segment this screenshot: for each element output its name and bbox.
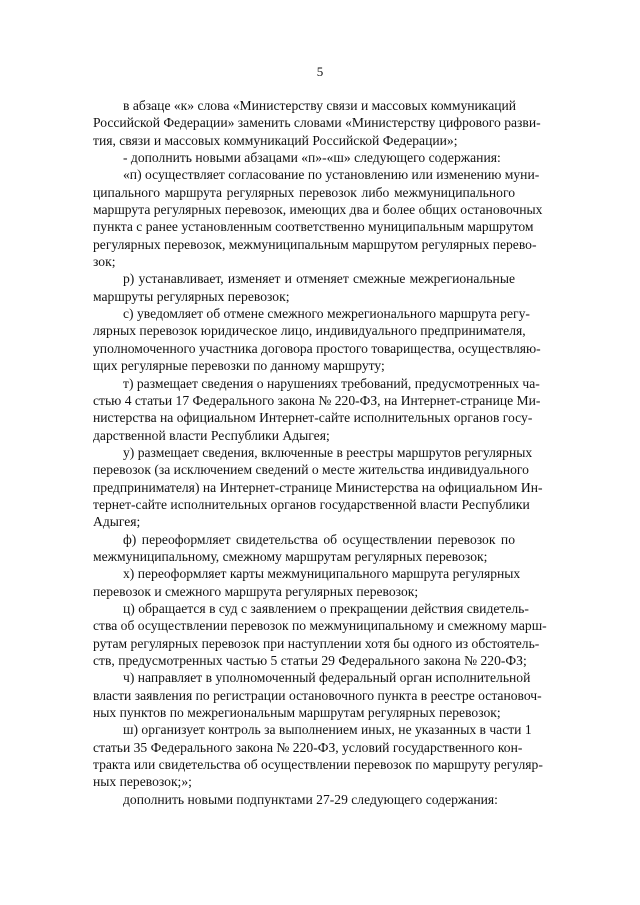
text-line-content: власти заявления по регистрации остановочного пункта в реестре остановоч- [93,687,542,703]
text-line-content: лярных перевозок юридическое лицо, индивидуального предпринимателя, [93,323,526,339]
text-line [0,739,640,756]
text-line-content: перевозок и смежного маршрута регулярных перевозок; [93,583,419,599]
text-line [0,149,640,166]
text-line-content: статьи 35 Федерального закона № 220-ФЗ, условий государственного кон- [93,739,523,755]
text-line [0,548,640,565]
text-line-content: уполномоченного участника договора простого товарищества, осуществляю- [93,340,541,356]
text-line-content: ципального маршрута регулярных перевозок либо межмуниципального [93,184,515,200]
text-line [0,253,640,270]
text-line-content: р) устанавливает, изменяет и отменяет смежные межрегиональные [123,271,515,287]
text-line-content: перевозок (за исключением сведений о месте жительства индивидуального [93,462,529,478]
text-line [0,166,640,183]
text-line-content: рутам регулярных перевозок при наступлении хотя бы одного из обстоятель- [93,635,540,651]
text-line [0,583,640,600]
text-line [0,340,640,357]
text-line-content: дополнить новыми подпунктами 27-29 следующего содержания: [123,791,498,807]
text-line-content: предпринимателя) на Интернет-странице Министерства на официальном Ин- [93,479,543,495]
text-line-content: т) размещает сведения о нарушениях требований, предусмотренных ча- [123,375,540,391]
text-line [0,305,640,322]
text-line [0,479,640,496]
text-line-content: Адыгея; [93,514,141,530]
text-line [0,600,640,617]
text-line [0,496,640,513]
text-line-content: в абзаце «к» слова «Министерству связи и массовых коммуникаций [123,98,517,113]
text-line [0,375,640,392]
text-line [0,756,640,773]
text-line-content: ц) обращается в суд с заявлением о прекращении действия свидетель- [123,600,529,616]
text-line-content: нистерства на официальном Интернет-сайте исполнительных органов госу- [93,410,533,426]
text-line-content: дарственной власти Республики Адыгея; [93,427,330,443]
text-line [0,444,640,461]
text-line-content: межмуниципальному, смежному маршрутам регулярных перевозок; [93,548,488,564]
text-line [0,704,640,721]
text-line-content: зок; [93,254,116,270]
text-line [0,288,640,305]
text-line [0,427,640,444]
text-line [0,201,640,218]
text-line [0,513,640,530]
text-line [0,218,640,235]
text-line [0,652,640,669]
text-line-content: тернет-сайте исполнительных органов государственной власти Республики [93,496,530,512]
text-line-content: ш) организует контроль за выполнением иных, не указанных в части 1 [123,722,532,738]
text-line-content: ных перевозок;»; [93,774,192,790]
text-line [0,565,640,582]
text-line [0,773,640,790]
text-line-content: тия, связи и массовых коммуникаций Российской Федерации»; [93,132,458,148]
text-line [0,687,640,704]
text-line-content: маршрута регулярных перевозок, имеющих два и более общих остановочных [93,202,543,218]
text-line [0,617,640,634]
text-line [0,392,640,409]
text-line [0,184,640,201]
text-line-content: регулярных перевозок, межмуниципальным маршрутом регулярных перево- [93,236,537,252]
text-line [0,635,640,652]
text-line-content: ств, предусмотренных частью 5 статьи 29 Федерального закона № 220-ФЗ; [93,653,527,668]
text-line [0,461,640,478]
text-line [0,357,640,374]
text-line-content: ф) переоформляет свидетельства об осуществлении перевозок по [123,531,515,547]
text-line-content: ных пунктов по межрегиональным маршрутам регулярных перевозок; [93,705,501,721]
text-line [0,791,640,808]
document-body [0,97,640,808]
text-line-content: стью 4 статьи 17 Федерального закона № 220-ФЗ, на Интернет-странице Ми- [93,392,541,408]
text-line-content: щих регулярные перевозки по данному маршруту; [93,358,385,374]
text-line-content: Российской Федерации» заменить словами «Министерству цифрового разви- [93,115,541,131]
text-line-content: ства об осуществлении перевозок по межмуниципальному и смежному марш- [93,618,547,634]
text-line [0,531,640,548]
text-line [0,132,640,149]
text-line-content: пункта с ранее установленным соответственно муниципальным маршрутом [93,219,534,235]
text-line [0,97,640,114]
text-line-content: у) размещает сведения, включенные в реестры маршрутов регулярных [123,444,533,460]
text-line [0,270,640,287]
text-line [0,114,640,131]
text-line [0,409,640,426]
text-line-content: «п) осуществляет согласование по установлению или изменению муни- [123,167,540,183]
text-line [0,322,640,339]
text-line-content: маршруты регулярных перевозок; [93,288,290,304]
text-line-content: х) переоформляет карты межмуниципального маршрута регулярных [123,566,521,582]
page-number: 5 [316,64,324,79]
text-line-content: - дополнить новыми абзацами «п»-«ш» следующего содержания: [123,150,501,166]
text-line-content: с) уведомляет об отмене смежного межрегионального маршрута регу- [123,306,530,322]
text-line-content: ч) направляет в уполномоченный федеральный орган исполнительной [123,670,531,686]
text-line [0,236,640,253]
text-line [0,721,640,738]
text-line-content: тракта или свидетельства об осуществлении перевозок по маршруту регуляр- [93,757,543,773]
text-line [0,669,640,686]
